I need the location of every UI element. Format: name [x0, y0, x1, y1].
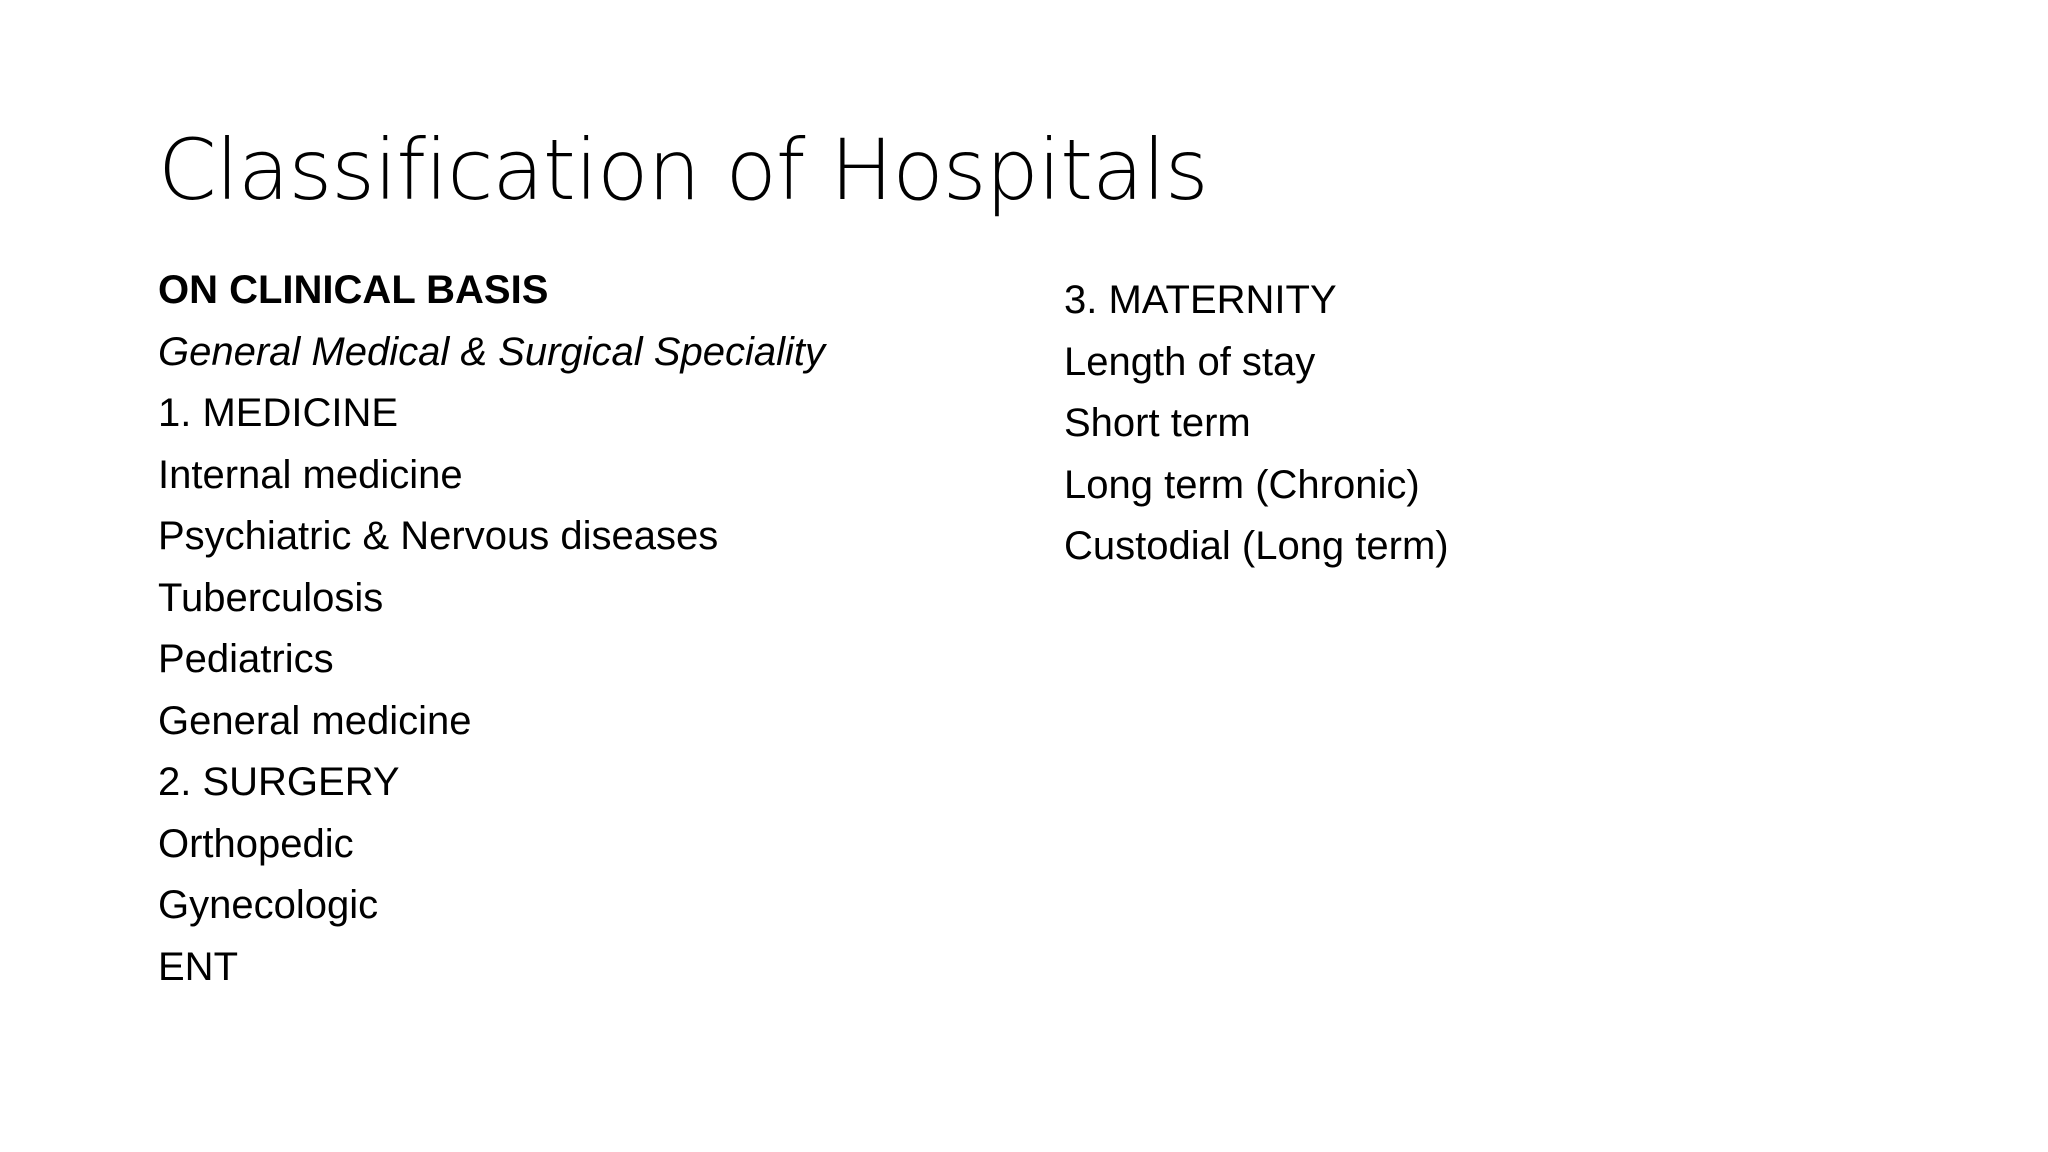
section-heading: ON CLINICAL BASIS: [158, 268, 549, 312]
list-item-gynecologic: Gynecologic: [158, 883, 379, 927]
list-item-custodial: Custodial (Long term): [1064, 524, 1449, 568]
list-item-short-term: Short term: [1064, 401, 1251, 445]
list-item-orthopedic: Orthopedic: [158, 821, 354, 866]
left-column: [158, 260, 825, 998]
list-item-psychiatric: Psychiatric & Nervous diseases: [158, 514, 719, 558]
section-subheading: General Medical & Surgical Speciality: [158, 329, 825, 374]
list-item-tuberculosis: Tuberculosis: [158, 575, 384, 620]
list-item-surgery: 2. SURGERY: [158, 760, 400, 804]
list-item-long-term: Long term (Chronic): [1064, 462, 1420, 507]
list-item-length-of-stay: Length of stay: [1064, 339, 1316, 384]
list-item-maternity: 3. MATERNITY: [1064, 278, 1337, 322]
list-item-medicine: 1. MEDICINE: [158, 391, 399, 435]
list-item-pediatrics: Pediatrics: [158, 637, 334, 681]
list-item-general-medicine: General medicine: [158, 698, 472, 743]
list-item-internal-medicine: Internal medicine: [158, 452, 463, 497]
right-column: [1064, 270, 1449, 578]
slide-title: Classification of Hospitals: [158, 121, 1208, 219]
list-item-ent: ENT: [158, 944, 238, 989]
